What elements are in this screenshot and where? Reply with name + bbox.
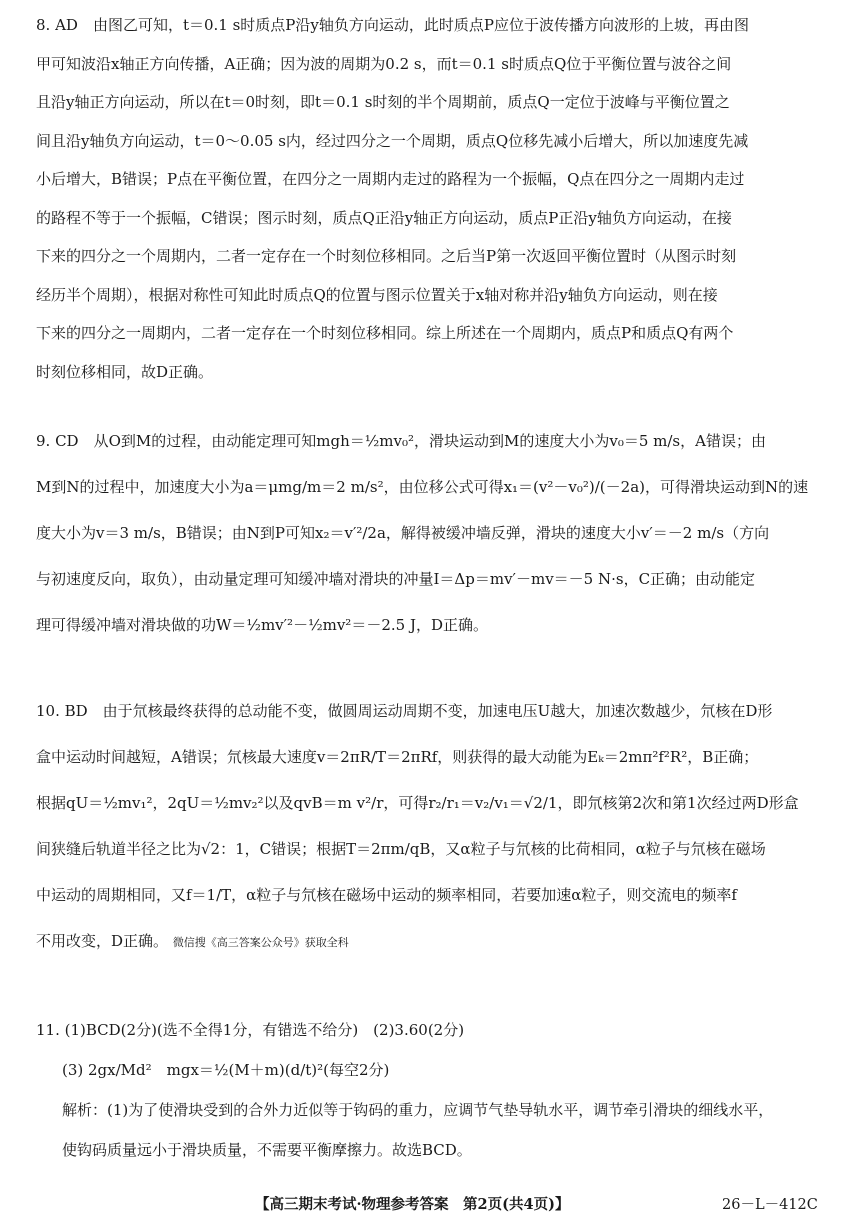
watermark-note: 微信搜《高三答案公众号》获取全科 <box>172 936 349 949</box>
text-line: 小后增大，B错误；P点在平衡位置，在四分之一周期内走过的路程为一个振幅，Q点在四分之一周期内走过 <box>36 170 745 188</box>
text-line: 且沿y轴正方向运动，所以在t＝0时刻，即t＝0.1 s时刻的半个周期前，质点Q一定位于波峰与平衡位置之 <box>36 93 730 111</box>
question-8-answer <box>36 6 836 391</box>
text-line: 下来的四分之一个周期内，二者一定存在一个时刻位移相同。之后当P第一次返回平衡位置时（从图示时刻 <box>36 247 737 265</box>
text-line: 根据qU＝½mv₁²，2qU＝½mv₂²以及qvB＝m v²/r，可得r₂/r₁＝v₂/v₁＝√2/1，即氘核第2次和第1次经过两D形盒 <box>36 794 799 812</box>
text-fragment: 不用改变，D正确。 <box>36 932 169 950</box>
text-line: 9. CD 从O到M的过程，由动能定理可知mgh＝½mv₀²，滑块运动到M的速度大小为v₀＝5 m/s，A错误；由 <box>36 432 766 450</box>
text-line: 11. (1)BCD(2分)(选不全得1分，有错选不给分) (2)3.60(2分) <box>36 1021 465 1039</box>
text-line <box>36 918 836 966</box>
text-line: (3) 2gx/Md² mgx＝½(M＋m)(d/t)²(每空2分) <box>62 1061 390 1079</box>
text-line: 解析：(1)为了使滑块受到的合外力近似等于钩码的重力，应调节气垫导轨水平，调节牵引滑块的细线水平， <box>62 1101 774 1119</box>
text-line: 度大小为v＝3 m/s，B错误；由N到P可知x₂＝v′²/2a，解得被缓冲墙反弹，滑块的速度大小v′＝－2 m/s（方向 <box>36 524 770 542</box>
text-line: 下来的四分之一周期内，二者一定存在一个时刻位移相同。综上所述在一个周期内，质点P和质点Q有两个 <box>36 324 734 342</box>
text-line: 10. BD 由于氘核最终获得的总动能不变，做圆周运动周期不变，加速电压U越大，加速次数越少，氘核在D形 <box>36 702 773 720</box>
question-10-answer <box>36 688 836 966</box>
text-line: 间且沿y轴负方向运动，t＝0～0.05 s内，经过四分之一个周期，质点Q位移先减小后增大，所以加速度先减 <box>36 131 749 150</box>
text-line: M到N的过程中，加速度大小为a＝μmg/m＝2 m/s²，由位移公式可得x₁＝(v²－v₀²)/(－2a)，可得滑块运动到N的速 <box>36 478 809 496</box>
question-11-answer <box>36 1010 836 1170</box>
question-9-answer <box>36 418 836 648</box>
text-line: 中运动的周期相同，又f＝1/T，α粒子与氘核在磁场中运动的频率相同，若要加速α粒子，则交流电的频率f <box>36 886 737 904</box>
text-line: 经历半个周期），根据对称性可知此时质点Q的位置与图示位置关于x轴对称并沿y轴负方向运动，则在接 <box>36 285 718 304</box>
text-line: 的路程不等于一个振幅，C错误；图示时刻，质点Q正沿y轴正方向运动，质点P正沿y轴负方向运动，在接 <box>36 208 732 227</box>
text-line: 理可得缓冲墙对滑块做的功W＝½mv′²－½mv²＝－2.5 J，D正确。 <box>36 616 488 634</box>
text-line: 甲可知波沿x轴正方向传播，A正确；因为波的周期为0.2 s，而t＝0.1 s时质点Q位于平衡位置与波谷之间 <box>36 54 732 73</box>
text-line: 盒中运动时间越短，A错误；氘核最大速度v＝2πR/T＝2πRf，则获得的最大动能为Eₖ＝2mπ²f²R²，B正确； <box>36 748 759 766</box>
text-line: 间狭缝后轨道半径之比为√2：1，C错误；根据T＝2πm/qB，又α粒子与氘核的比荷相同，α粒子与氘核在磁场 <box>36 840 766 858</box>
footer-title: 【高三期末考试·物理参考答案 第2页(共4页)】 <box>255 1196 570 1213</box>
text-line: 使钩码质量远小于滑块质量，不需要平衡摩擦力。故选BCD。 <box>62 1141 472 1159</box>
text-line: 时刻位移相同，故D正确。 <box>36 362 214 381</box>
text-line: 8. AD 由图乙可知，t＝0.1 s时质点P沿y轴负方向运动，此时质点P应位于波传播方向波形的上坡，再由图 <box>36 16 749 34</box>
footer-code: 26－L－412C <box>722 1197 818 1213</box>
text-line: 与初速度反向，取负），由动量定理可知缓冲墙对滑块的冲量I＝Δp＝mv′－mv＝－5 N·s，C正确；由动能定 <box>36 570 756 588</box>
